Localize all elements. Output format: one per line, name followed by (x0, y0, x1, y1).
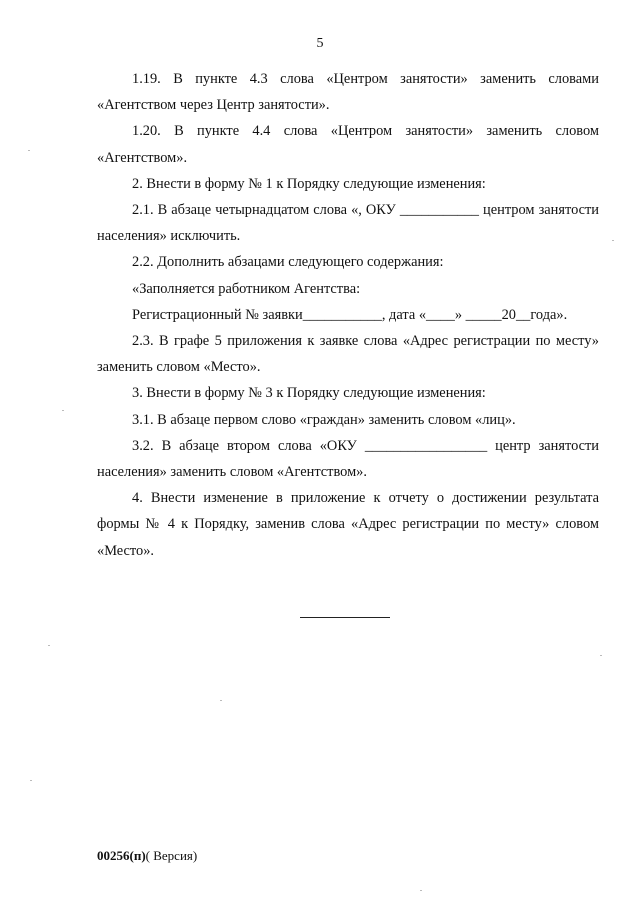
scan-speck (600, 655, 602, 656)
paragraph-4: 4. Внести изменение в приложение к отчету о достижении результата формы № 4 к Порядку, заменив слова «Адрес регистрации по месту» словом «Место». (97, 490, 599, 559)
paragraph-2-3: 2.3. В графе 5 приложения к заявке слова «Адрес регистрации по месту» заменить словом «Место». (97, 333, 599, 376)
document-code: 00256(п) (97, 848, 146, 863)
scan-speck (612, 240, 614, 241)
document-body (97, 66, 599, 564)
paragraph-1-20: 1.20. В пункте 4.4 слова «Центром занятости» заменить словом «Агентством». (97, 123, 599, 166)
paragraph-2: 2. Внести в форму № 1 к Порядку следующие изменения: (132, 175, 486, 192)
end-rule (300, 617, 390, 618)
footer (97, 848, 197, 864)
paragraph-2-1: 2.1. В абзаце четырнадцатом слова «, ОКУ ___________ центром занятости населения» исключить. (97, 202, 599, 245)
scan-speck (420, 890, 422, 891)
paragraph-3: 3. Внести в форму № 3 к Порядку следующие изменения: (132, 385, 486, 402)
scan-speck (28, 150, 30, 151)
scan-speck (62, 410, 64, 411)
paragraph-1-19: 1.19. В пункте 4.3 слова «Центром занятости» заменить словами «Агентством через Центр занятости». (97, 71, 599, 114)
paragraph-3-2: 3.2. В абзаце втором слова «ОКУ _________________ центр занятости населения» заменить словом «Агентством». (97, 437, 599, 481)
page-number: 5 (316, 36, 324, 51)
scan-speck (220, 700, 222, 701)
document-version: ( Версия) (145, 848, 198, 863)
scan-speck (48, 645, 50, 646)
paragraph-registration-number: Регистрационный № заявки___________, дата «____» _____20__года». (132, 306, 568, 323)
paragraph-filled-by-agency: «Заполняется работником Агентства: (132, 280, 361, 297)
paragraph-2-2: 2.2. Дополнить абзацами следующего содержания: (132, 254, 444, 271)
paragraph-3-1: 3.1. В абзаце первом слово «граждан» заменить словом «лиц». (132, 411, 516, 428)
scan-speck (30, 780, 32, 781)
